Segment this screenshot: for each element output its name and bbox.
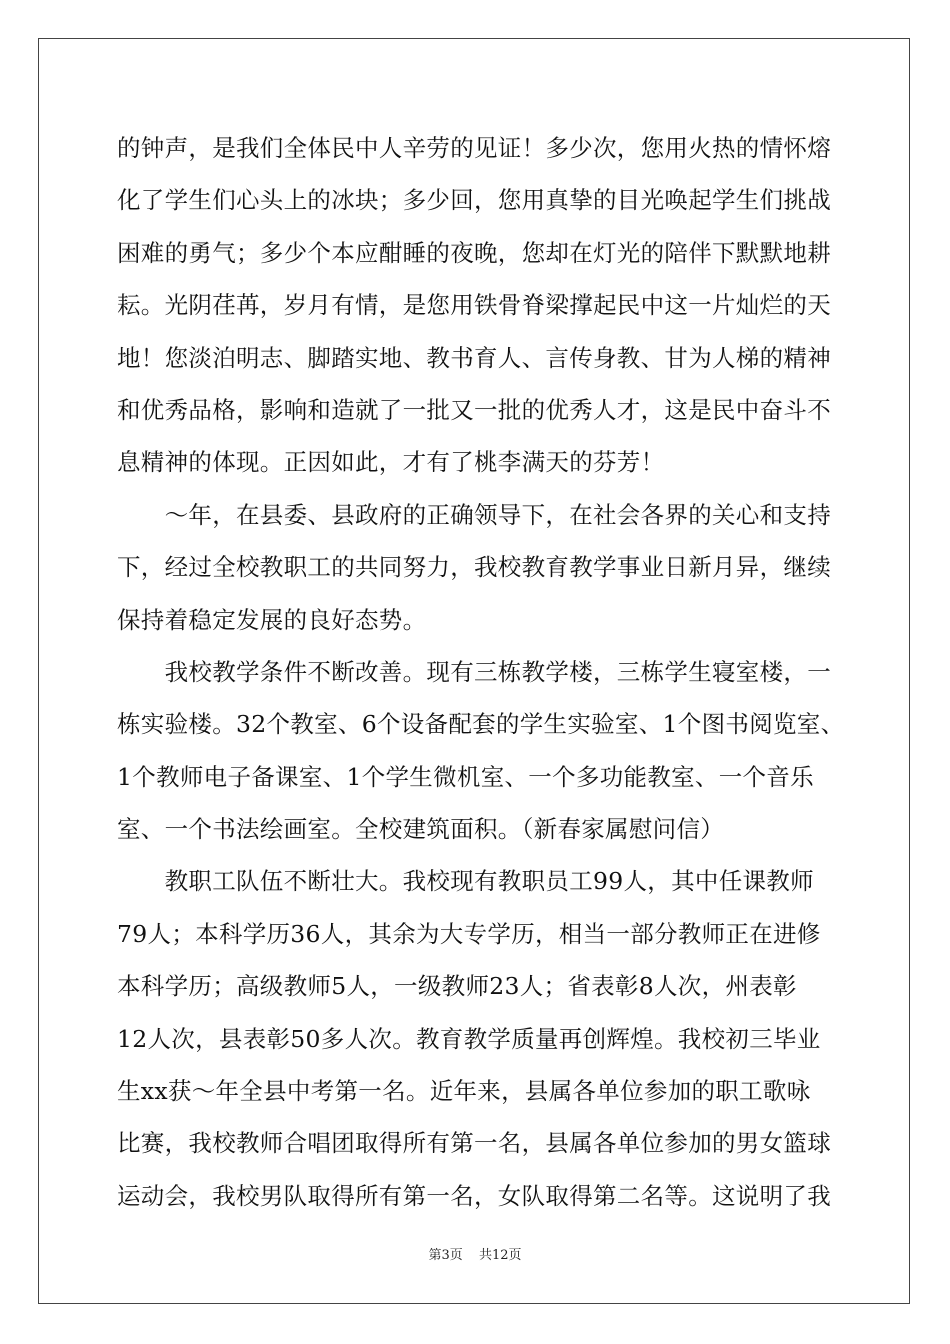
- text-line: 12人次，县表彰50多人次。教育教学质量再创辉煌。我校初三毕业: [117, 1024, 821, 1053]
- text-line: ～年，在县委、县政府的正确领导下，在社会各界的关心和支持: [117, 500, 831, 529]
- text-line: 耘。光阴荏苒，岁月有情，是您用铁骨脊梁撑起民中这一片灿烂的天: [117, 291, 831, 320]
- text-line: 地！您淡泊明志、脚踏实地、教书育人、言传身教、甘为人梯的精神: [117, 343, 831, 372]
- text-line: 79人；本科学历36人，其余为大专学历，相当一部分教师正在进修: [117, 919, 821, 948]
- text-line: 栋实验楼。32个教室、6个设备配套的学生实验室、1个图书阅览室、: [117, 710, 845, 739]
- text-line: 困难的勇气；多少个本应酣睡的夜晚，您却在灯光的陪伴下默默地耕: [117, 238, 831, 267]
- text-line: 运动会，我校男队取得所有第一名，女队取得第二名等。这说明了我: [117, 1181, 831, 1210]
- text-line: 息精神的体现。正因如此，才有了桃李满天的芬芳！: [117, 448, 665, 477]
- text-line: 生xx获～年全县中考第一名。近年来，县属各单位参加的职工歌咏: [117, 1077, 811, 1106]
- page-footer: [0, 1244, 950, 1263]
- text-line: 室、一个书法绘画室。全校建筑面积。（新春家属慰问信）: [117, 815, 725, 844]
- text-line: 的钟声，是我们全体民中人辛劳的见证！多少次，您用火热的情怀熔: [117, 134, 831, 162]
- text-line: 和优秀品格，影响和造就了一批又一批的优秀人才，这是民中奋斗不: [117, 395, 831, 424]
- text-line: 1个教师电子备课室、1个学生微机室、一个多功能教室、一个音乐: [117, 762, 814, 791]
- text-line: 教职工队伍不断壮大。我校现有教职员工99人，其中任课教师: [117, 867, 814, 896]
- text-line: 化了学生们心头上的冰块；多少回，您用真挚的目光唤起学生们挑战: [117, 186, 831, 215]
- text-line: 本科学历；高级教师5人，一级教师23人；省表彰8人次，州表彰: [117, 972, 797, 1001]
- text-line: 比赛，我校教师合唱团取得所有第一名，县属各单位参加的男女篮球: [117, 1129, 831, 1158]
- text-line: 保持着稳定发展的良好态势。: [117, 605, 427, 634]
- page-total: 共12页: [478, 1248, 522, 1263]
- page-number: 第3页: [428, 1248, 463, 1263]
- text-line: 下，经过全校教职工的共同努力，我校教育教学事业日新月异，继续: [117, 553, 831, 582]
- document-body: [117, 128, 845, 1228]
- text-line: 我校教学条件不断改善。现有三栋教学楼，三栋学生寝室楼，一: [117, 657, 831, 686]
